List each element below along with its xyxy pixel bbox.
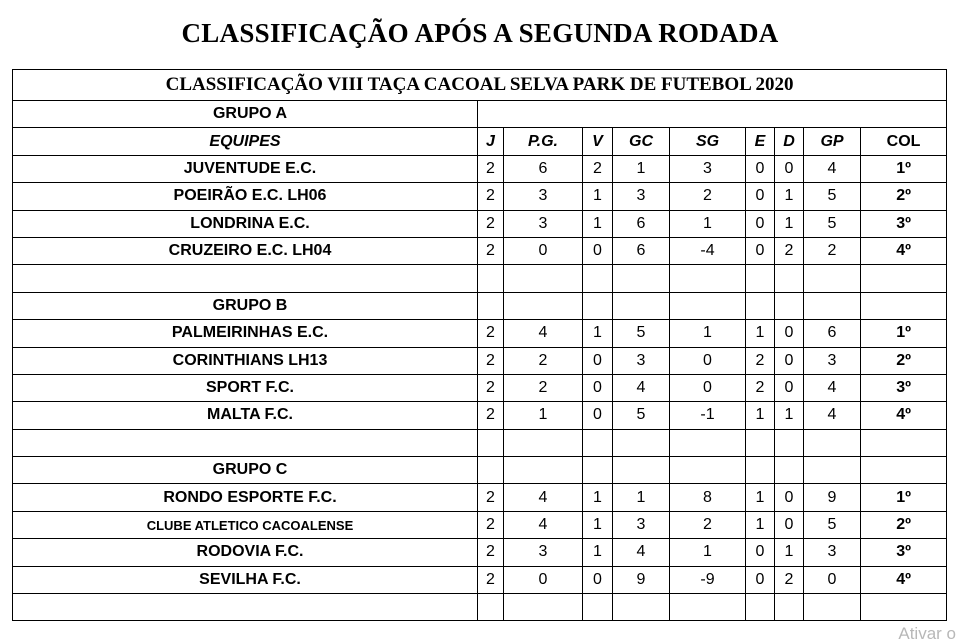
empty-cell bbox=[670, 265, 746, 292]
table-row bbox=[13, 210, 947, 237]
cell-sg: -9 bbox=[670, 566, 746, 593]
empty-cell bbox=[670, 457, 746, 484]
group-name: GRUPO A bbox=[13, 101, 478, 128]
cell-pg: 0 bbox=[504, 237, 583, 264]
cell-sg: 1 bbox=[670, 320, 746, 347]
cell-gp: 4 bbox=[804, 374, 861, 401]
spacer-row bbox=[13, 265, 947, 292]
cell-d: 0 bbox=[775, 347, 804, 374]
cell-gc: 1 bbox=[613, 155, 670, 182]
cell-sg: -4 bbox=[670, 237, 746, 264]
empty-cell bbox=[504, 292, 583, 319]
empty-cell bbox=[746, 265, 775, 292]
cell-sg: 8 bbox=[670, 484, 746, 511]
empty-cell bbox=[613, 292, 670, 319]
cell-gc: 3 bbox=[613, 347, 670, 374]
header-d: D bbox=[775, 128, 804, 155]
empty-cell bbox=[670, 594, 746, 621]
table-row bbox=[13, 347, 947, 374]
team-name: MALTA F.C. bbox=[13, 402, 478, 429]
cell-v: 0 bbox=[583, 402, 613, 429]
cell-gc: 6 bbox=[613, 237, 670, 264]
empty-cell bbox=[804, 292, 861, 319]
empty-cell bbox=[583, 265, 613, 292]
table-row bbox=[13, 155, 947, 182]
cell-j: 2 bbox=[478, 237, 504, 264]
cell-col: 3º bbox=[861, 539, 947, 566]
table-row bbox=[13, 539, 947, 566]
cell-col: 2º bbox=[861, 347, 947, 374]
empty-cell bbox=[478, 457, 504, 484]
cell-gc: 3 bbox=[613, 183, 670, 210]
cell-gc: 9 bbox=[613, 566, 670, 593]
empty-cell bbox=[613, 265, 670, 292]
cell-sg: 2 bbox=[670, 183, 746, 210]
empty-cell bbox=[504, 429, 583, 456]
cell-sg: 0 bbox=[670, 374, 746, 401]
cell-v: 1 bbox=[583, 539, 613, 566]
cell-gc: 4 bbox=[613, 374, 670, 401]
cell-e: 0 bbox=[746, 183, 775, 210]
cell-e: 2 bbox=[746, 374, 775, 401]
cell-j: 2 bbox=[478, 347, 504, 374]
spacer-row bbox=[13, 429, 947, 456]
team-name: SPORT F.C. bbox=[13, 374, 478, 401]
cell-pg: 4 bbox=[504, 511, 583, 538]
cell-e: 0 bbox=[746, 539, 775, 566]
cell-j: 2 bbox=[478, 183, 504, 210]
cell-d: 2 bbox=[775, 566, 804, 593]
group-header-row bbox=[13, 101, 947, 128]
cell-j: 2 bbox=[478, 320, 504, 347]
empty-cell bbox=[613, 594, 670, 621]
cell-gp: 0 bbox=[804, 566, 861, 593]
empty-cell bbox=[478, 429, 504, 456]
empty-cell bbox=[804, 265, 861, 292]
cell-v: 1 bbox=[583, 484, 613, 511]
empty-cell bbox=[861, 457, 947, 484]
header-sg: SG bbox=[670, 128, 746, 155]
cell-col: 3º bbox=[861, 374, 947, 401]
empty-cell bbox=[670, 292, 746, 319]
cell-d: 1 bbox=[775, 210, 804, 237]
team-name: POEIRÃO E.C. LH06 bbox=[13, 183, 478, 210]
empty-cell bbox=[861, 594, 947, 621]
cell-gc: 3 bbox=[613, 511, 670, 538]
table-row bbox=[13, 320, 947, 347]
table-caption: CLASSIFICAÇÃO VIII TAÇA CACOAL SELVA PARK DE FUTEBOL 2020 bbox=[13, 70, 947, 101]
cell-d: 0 bbox=[775, 484, 804, 511]
cell-d: 1 bbox=[775, 539, 804, 566]
cell-e: 0 bbox=[746, 210, 775, 237]
cell-d: 1 bbox=[775, 402, 804, 429]
header-e: E bbox=[746, 128, 775, 155]
cell-col: 4º bbox=[861, 237, 947, 264]
empty-cell bbox=[613, 429, 670, 456]
cell-pg: 6 bbox=[504, 155, 583, 182]
group-name: GRUPO C bbox=[13, 457, 478, 484]
header-j: J bbox=[478, 128, 504, 155]
cell-gp: 2 bbox=[804, 237, 861, 264]
team-name: RONDO ESPORTE F.C. bbox=[13, 484, 478, 511]
column-header-row bbox=[13, 128, 947, 155]
cell-d: 1 bbox=[775, 183, 804, 210]
cell-v: 1 bbox=[583, 183, 613, 210]
empty-cell bbox=[804, 457, 861, 484]
cell-sg: 3 bbox=[670, 155, 746, 182]
cell-gp: 4 bbox=[804, 402, 861, 429]
empty-cell bbox=[861, 292, 947, 319]
cell-d: 0 bbox=[775, 320, 804, 347]
cell-pg: 4 bbox=[504, 484, 583, 511]
empty-cell bbox=[861, 265, 947, 292]
cell-gp: 5 bbox=[804, 210, 861, 237]
cell-v: 2 bbox=[583, 155, 613, 182]
empty-cell bbox=[746, 457, 775, 484]
cell-sg: -1 bbox=[670, 402, 746, 429]
cell-v: 1 bbox=[583, 210, 613, 237]
table-row bbox=[13, 566, 947, 593]
team-name: PALMEIRINHAS E.C. bbox=[13, 320, 478, 347]
cell-j: 2 bbox=[478, 539, 504, 566]
cell-d: 2 bbox=[775, 237, 804, 264]
cell-gp: 9 bbox=[804, 484, 861, 511]
cell-j: 2 bbox=[478, 566, 504, 593]
cell-pg: 3 bbox=[504, 183, 583, 210]
header-col: COL bbox=[861, 128, 947, 155]
empty-cell bbox=[13, 265, 478, 292]
cell-v: 1 bbox=[583, 320, 613, 347]
empty-cell bbox=[504, 457, 583, 484]
cell-j: 2 bbox=[478, 484, 504, 511]
empty-cell bbox=[775, 265, 804, 292]
table-row bbox=[13, 374, 947, 401]
cell-gp: 5 bbox=[804, 511, 861, 538]
cell-j: 2 bbox=[478, 402, 504, 429]
header-v: V bbox=[583, 128, 613, 155]
cell-d: 0 bbox=[775, 374, 804, 401]
empty-cell bbox=[478, 101, 947, 128]
cell-pg: 3 bbox=[504, 539, 583, 566]
cell-e: 0 bbox=[746, 566, 775, 593]
cell-gc: 5 bbox=[613, 402, 670, 429]
cell-gp: 3 bbox=[804, 539, 861, 566]
table-row bbox=[13, 183, 947, 210]
cell-pg: 2 bbox=[504, 374, 583, 401]
empty-cell bbox=[775, 457, 804, 484]
cell-sg: 1 bbox=[670, 210, 746, 237]
cell-j: 2 bbox=[478, 374, 504, 401]
header-gc: GC bbox=[613, 128, 670, 155]
team-name: CLUBE ATLETICO CACOALENSE bbox=[13, 511, 478, 538]
cell-sg: 0 bbox=[670, 347, 746, 374]
group-header-row bbox=[13, 292, 947, 319]
cell-col: 1º bbox=[861, 155, 947, 182]
cell-sg: 2 bbox=[670, 511, 746, 538]
empty-cell bbox=[746, 429, 775, 456]
group-header-row bbox=[13, 457, 947, 484]
empty-cell bbox=[804, 429, 861, 456]
cell-col: 2º bbox=[861, 183, 947, 210]
page-title: CLASSIFICAÇÃO APÓS A SEGUNDA RODADA bbox=[181, 18, 779, 48]
spacer-row bbox=[13, 594, 947, 621]
empty-cell bbox=[478, 292, 504, 319]
cell-col: 3º bbox=[861, 210, 947, 237]
cell-sg: 1 bbox=[670, 539, 746, 566]
cell-e: 1 bbox=[746, 320, 775, 347]
cell-v: 0 bbox=[583, 347, 613, 374]
team-name: CRUZEIRO E.C. LH04 bbox=[13, 237, 478, 264]
cell-d: 0 bbox=[775, 155, 804, 182]
cell-j: 2 bbox=[478, 210, 504, 237]
empty-cell bbox=[583, 457, 613, 484]
cell-col: 1º bbox=[861, 320, 947, 347]
empty-cell bbox=[13, 429, 478, 456]
empty-cell bbox=[13, 594, 478, 621]
cell-e: 2 bbox=[746, 347, 775, 374]
empty-cell bbox=[583, 429, 613, 456]
empty-cell bbox=[504, 594, 583, 621]
cell-col: 4º bbox=[861, 402, 947, 429]
cell-pg: 3 bbox=[504, 210, 583, 237]
cell-e: 0 bbox=[746, 155, 775, 182]
team-name: CORINTHIANS LH13 bbox=[13, 347, 478, 374]
empty-cell bbox=[613, 457, 670, 484]
table-row bbox=[13, 484, 947, 511]
header-team: EQUIPES bbox=[13, 128, 478, 155]
group-name: GRUPO B bbox=[13, 292, 478, 319]
cell-pg: 4 bbox=[504, 320, 583, 347]
team-name: LONDRINA E.C. bbox=[13, 210, 478, 237]
standings-table bbox=[12, 69, 947, 621]
cell-gp: 5 bbox=[804, 183, 861, 210]
cell-gc: 4 bbox=[613, 539, 670, 566]
cell-gc: 5 bbox=[613, 320, 670, 347]
empty-cell bbox=[670, 429, 746, 456]
cell-gp: 6 bbox=[804, 320, 861, 347]
table-row bbox=[13, 511, 947, 538]
table-row bbox=[13, 237, 947, 264]
cell-v: 1 bbox=[583, 511, 613, 538]
cell-col: 1º bbox=[861, 484, 947, 511]
cell-pg: 1 bbox=[504, 402, 583, 429]
header-pg: P.G. bbox=[504, 128, 583, 155]
header-gp: GP bbox=[804, 128, 861, 155]
activation-watermark: Ativar o bbox=[898, 624, 956, 643]
cell-j: 2 bbox=[478, 511, 504, 538]
empty-cell bbox=[504, 265, 583, 292]
empty-cell bbox=[775, 292, 804, 319]
cell-v: 0 bbox=[583, 374, 613, 401]
empty-cell bbox=[478, 594, 504, 621]
empty-cell bbox=[746, 594, 775, 621]
empty-cell bbox=[478, 265, 504, 292]
cell-j: 2 bbox=[478, 155, 504, 182]
cell-gp: 3 bbox=[804, 347, 861, 374]
team-name: SEVILHA F.C. bbox=[13, 566, 478, 593]
team-name: RODOVIA F.C. bbox=[13, 539, 478, 566]
cell-gc: 1 bbox=[613, 484, 670, 511]
cell-pg: 0 bbox=[504, 566, 583, 593]
cell-col: 2º bbox=[861, 511, 947, 538]
empty-cell bbox=[861, 429, 947, 456]
cell-gp: 4 bbox=[804, 155, 861, 182]
cell-e: 1 bbox=[746, 484, 775, 511]
table-caption-row bbox=[13, 70, 947, 101]
empty-cell bbox=[583, 292, 613, 319]
empty-cell bbox=[746, 292, 775, 319]
cell-d: 0 bbox=[775, 511, 804, 538]
empty-cell bbox=[583, 594, 613, 621]
empty-cell bbox=[804, 594, 861, 621]
team-name: JUVENTUDE E.C. bbox=[13, 155, 478, 182]
cell-col: 4º bbox=[861, 566, 947, 593]
cell-e: 1 bbox=[746, 402, 775, 429]
cell-v: 0 bbox=[583, 237, 613, 264]
cell-e: 0 bbox=[746, 237, 775, 264]
cell-v: 0 bbox=[583, 566, 613, 593]
empty-cell bbox=[775, 429, 804, 456]
cell-gc: 6 bbox=[613, 210, 670, 237]
cell-pg: 2 bbox=[504, 347, 583, 374]
table-row bbox=[13, 402, 947, 429]
standings-table-wrapper bbox=[12, 69, 947, 621]
empty-cell bbox=[775, 594, 804, 621]
cell-e: 1 bbox=[746, 511, 775, 538]
